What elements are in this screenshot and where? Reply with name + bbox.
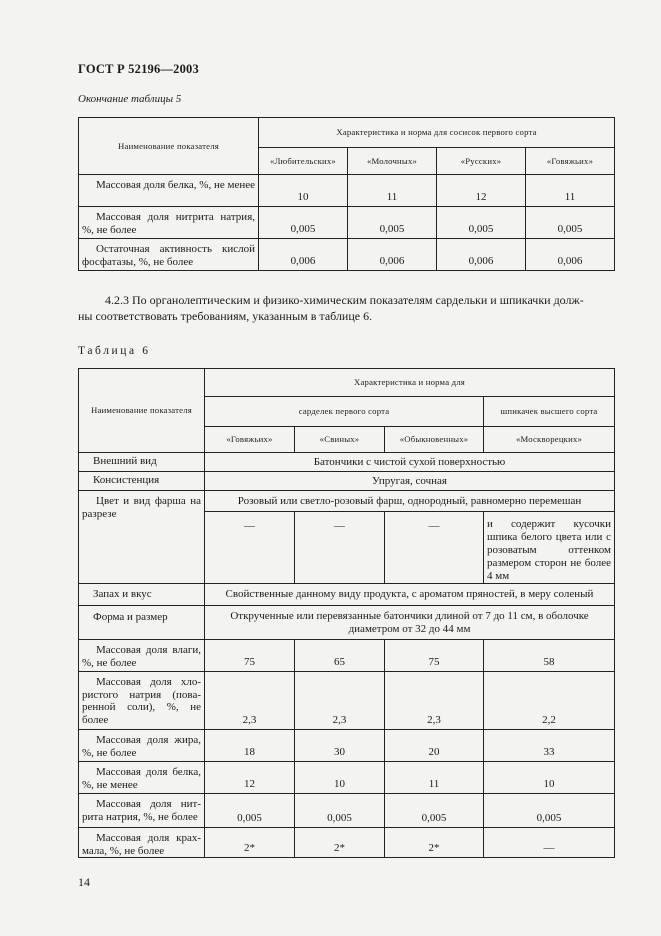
t5-col-header: «Молочных» bbox=[348, 148, 437, 175]
cell-value: Батончики с чистой сухой поверхностью bbox=[205, 453, 615, 472]
t5-group-header: Характеристика и норма для сосисок первого сорта bbox=[259, 118, 615, 148]
paragraph-line: 4.2.3 По органолептическим и физико-химическим показателям сардельки и шпикачки долж- bbox=[105, 293, 584, 307]
table6-caption: Таблица 6 bbox=[78, 345, 151, 357]
cell-value: 11 bbox=[526, 175, 615, 207]
cell-value: 75 bbox=[385, 640, 484, 672]
cell-value: 33 bbox=[484, 730, 615, 762]
cell-value: — bbox=[385, 512, 484, 584]
cell-value: 0,005 bbox=[259, 207, 348, 239]
row-label: Внешний вид bbox=[79, 453, 205, 472]
t6-subgroup-sardelki: сарделек первого сорта bbox=[205, 397, 484, 427]
table5-continuation-title: Окончание таблицы 5 bbox=[78, 93, 182, 105]
table-row bbox=[79, 175, 615, 207]
cell-value: 0,005 bbox=[437, 207, 526, 239]
cell-value: 12 bbox=[205, 762, 295, 794]
cell-value: Свойственные данному виду продукта, с ароматом пряностей, в меру соленый bbox=[205, 584, 615, 606]
cell-value: 65 bbox=[295, 640, 385, 672]
cell-value: 2,3 bbox=[385, 672, 484, 730]
page-number: 14 bbox=[78, 875, 90, 889]
table-row bbox=[79, 472, 615, 491]
cell-value: — bbox=[205, 512, 295, 584]
table6 bbox=[78, 368, 615, 858]
table-row bbox=[79, 828, 615, 858]
t6-group-header: Характеристика и норма для bbox=[205, 369, 615, 397]
cell-value: 75 bbox=[205, 640, 295, 672]
paragraph-4-2-3 bbox=[78, 292, 613, 324]
cell-value: 0,006 bbox=[437, 239, 526, 271]
document-header: ГОСТ Р 52196—2003 bbox=[78, 62, 199, 76]
cell-value: 0,006 bbox=[348, 239, 437, 271]
cell-value: 2,3 bbox=[205, 672, 295, 730]
cell-value: 2* bbox=[205, 828, 295, 858]
cell-value: 2* bbox=[385, 828, 484, 858]
cell-value: 58 bbox=[484, 640, 615, 672]
cell-value: 0,005 bbox=[295, 794, 385, 828]
t6-col-header: «Свиных» bbox=[295, 427, 385, 453]
row-label: Форма и размер bbox=[79, 606, 205, 640]
table-row bbox=[79, 672, 615, 730]
row-label: Цвет и вид фарша на разрезе bbox=[79, 491, 205, 584]
t6-indicator-header: Наименование показателя bbox=[79, 369, 205, 453]
table-row bbox=[79, 491, 615, 512]
table-row bbox=[79, 762, 615, 794]
cell-value: 12 bbox=[437, 175, 526, 207]
table-row bbox=[79, 453, 615, 472]
cell-value: Открученные или перевязанные батончики длиной от 7 до 11 см, в оболочке диаметром от 32 до 44 мм bbox=[205, 606, 615, 640]
t6-col-header: «Москворецких» bbox=[484, 427, 615, 453]
row-label: Массовая доля нитрита натрия, %, не более bbox=[79, 207, 259, 239]
cell-value: 0,005 bbox=[385, 794, 484, 828]
cell-value: 10 bbox=[484, 762, 615, 794]
cell-value: 0,005 bbox=[484, 794, 615, 828]
cell-note: и содержит кусочки шпика белого цвета или с розоватым оттенком размером сторон не более 4 мм bbox=[484, 512, 615, 584]
table-row bbox=[79, 606, 615, 640]
cell-value: — bbox=[295, 512, 385, 584]
cell-value: 0,006 bbox=[526, 239, 615, 271]
row-label: Массовая доля влаги, %, не более bbox=[79, 640, 205, 672]
cell-value: 2,2 bbox=[484, 672, 615, 730]
cell-value: 10 bbox=[295, 762, 385, 794]
t5-indicator-header: Наименование показателя bbox=[79, 118, 259, 175]
row-label: Остаточная активность кислой фосфатазы, %, не более bbox=[79, 239, 259, 271]
row-label: Массовая доля хло-ристого натрия (пова-ренной соли), %, не более bbox=[79, 672, 205, 730]
row-label: Массовая доля белка, %, не менее bbox=[79, 175, 259, 207]
table5 bbox=[78, 117, 615, 271]
cell-value: Розовый или светло-розовый фарш, однородный, равномерно перемешан bbox=[205, 491, 615, 512]
row-label: Массовая доля крах-мала, %, не более bbox=[79, 828, 205, 858]
cell-value: Упругая, сочная bbox=[205, 472, 615, 491]
t6-col-header: «Говяжьих» bbox=[205, 427, 295, 453]
row-label: Массовая доля нит-рита натрия, %, не более bbox=[79, 794, 205, 828]
row-label: Запах и вкус bbox=[79, 584, 205, 606]
cell-value: — bbox=[484, 828, 615, 858]
t6-col-header: «Обыкновенных» bbox=[385, 427, 484, 453]
row-label: Консистенция bbox=[79, 472, 205, 491]
cell-value: 2* bbox=[295, 828, 385, 858]
cell-value: 11 bbox=[348, 175, 437, 207]
row-label: Массовая доля жира, %, не более bbox=[79, 730, 205, 762]
cell-value: 2,3 bbox=[295, 672, 385, 730]
t5-col-header: «Русских» bbox=[437, 148, 526, 175]
table-row bbox=[79, 640, 615, 672]
cell-value: 0,006 bbox=[259, 239, 348, 271]
table-row bbox=[79, 794, 615, 828]
cell-value: 10 bbox=[259, 175, 348, 207]
cell-value: 0,005 bbox=[526, 207, 615, 239]
t5-col-header: «Любительских» bbox=[259, 148, 348, 175]
cell-value: 30 bbox=[295, 730, 385, 762]
row-label: Массовая доля белка, %, не менее bbox=[79, 762, 205, 794]
cell-value: 0,005 bbox=[205, 794, 295, 828]
table-row bbox=[79, 207, 615, 239]
cell-value: 0,005 bbox=[348, 207, 437, 239]
paragraph-line: ны соответствовать требованиям, указанным в таблице 6. bbox=[78, 309, 373, 323]
t5-col-header: «Говяжьих» bbox=[526, 148, 615, 175]
cell-value: 18 bbox=[205, 730, 295, 762]
cell-value: 20 bbox=[385, 730, 484, 762]
table-row bbox=[79, 730, 615, 762]
cell-value: 11 bbox=[385, 762, 484, 794]
table-row bbox=[79, 584, 615, 606]
table-row bbox=[79, 239, 615, 271]
t6-subgroup-shpikachki: шпикачек высшего сорта bbox=[484, 397, 615, 427]
